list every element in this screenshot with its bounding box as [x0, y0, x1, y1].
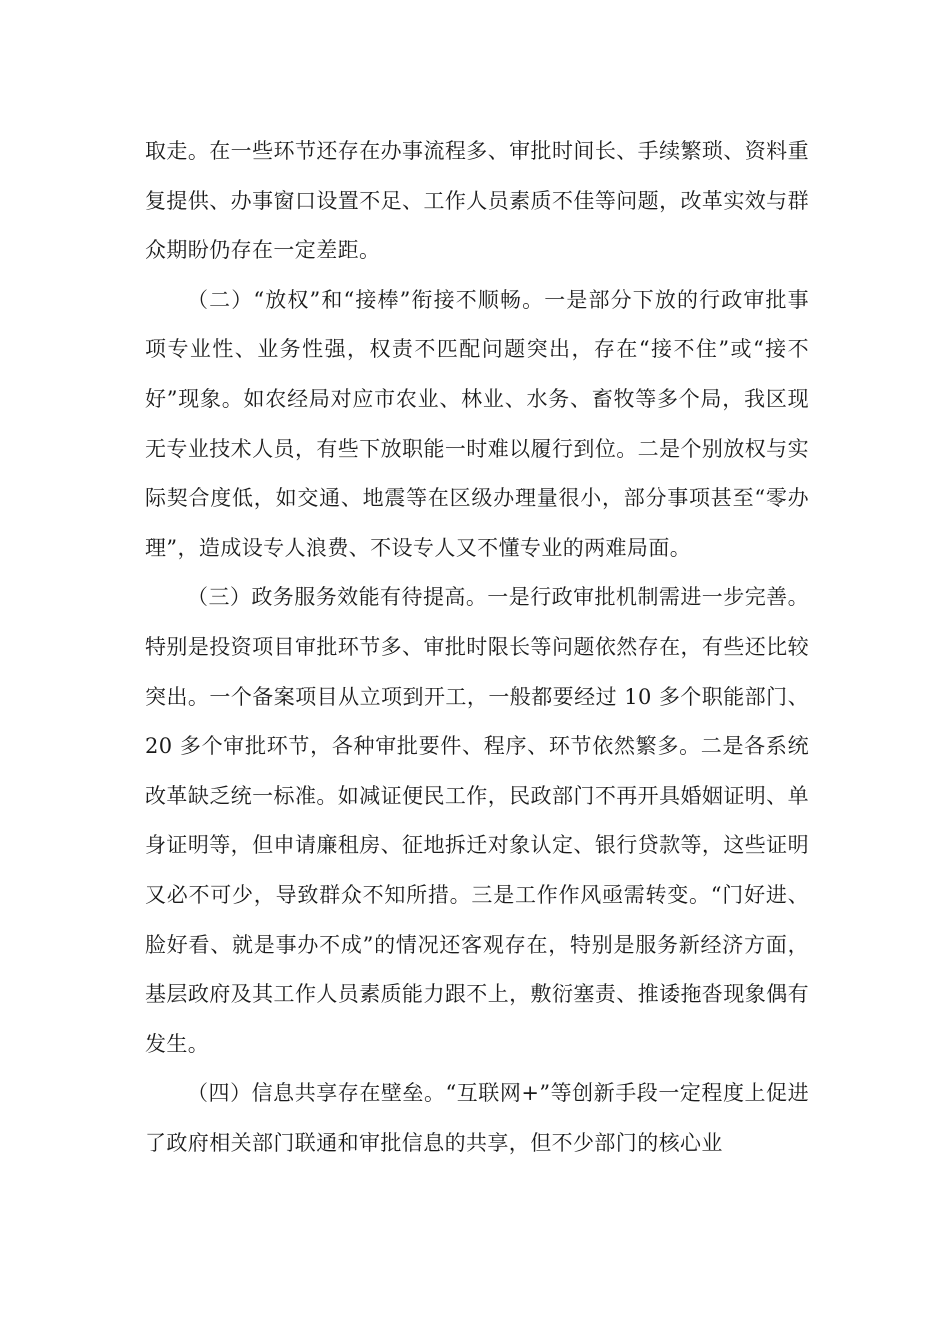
paragraph-section-2: （二）“放权”和“接棒”衔接不顺畅。一是部分下放的行政审批事项专业性、业务性强，权责不匹配问题突出，存在“接不住”或“接不好”现象。如农经局对应市农业、林业、水务、畜牧等多个局，我区现无专业技术人员，有些下放职能一时难以履行到位。二是个别放权与实际契合度低，如交通、地震等在区级办理量很小，部分事项甚至“零办理”，造成设专人浪费、不设专人又不懂专业的两难局面。: [145, 287, 809, 560]
paragraph-section-3: （三）政务服务效能有待提高。一是行政审批机制需进一步完善。特别是投资项目审批环节多、审批时限长等问题依然存在，有些还比较突出。一个备案项目从立项到开工，一般都要经过 10 多个职能部门、20 多个审批环节，各种审批要件、程序、环节依然繁多。二是各系统改革缺乏统一标准。如减证便民工作，民政部门不再开具婚姻证明、单身证明等，但申请廉租房、征地拆迁对象认定、银行贷款等，这些证明又必不可少，导致群众不知所措。三是工作作风亟需转变。“门好进、脸好看、就是事办不成”的情况还客观存在，特别是服务新经济方面，基层政府及其工作人员素质能力跟不上，敷衍塞责、推诿拖沓现象偶有发生。: [145, 585, 809, 1056]
paragraph-continuation: 取走。在一些环节还存在办事流程多、审批时间长、手续繁琐、资料重复提供、办事窗口设置不足、工作人员素质不佳等问题，改革实效与群众期盼仍存在一定差距。: [145, 139, 809, 263]
paragraph-section-4: （四）信息共享存在壁垒。“互联网+”等创新手段一定程度上促进了政府相关部门联通和审批信息的共享，但不少部门的核心业: [145, 1081, 809, 1155]
document-body: [145, 127, 809, 1168]
